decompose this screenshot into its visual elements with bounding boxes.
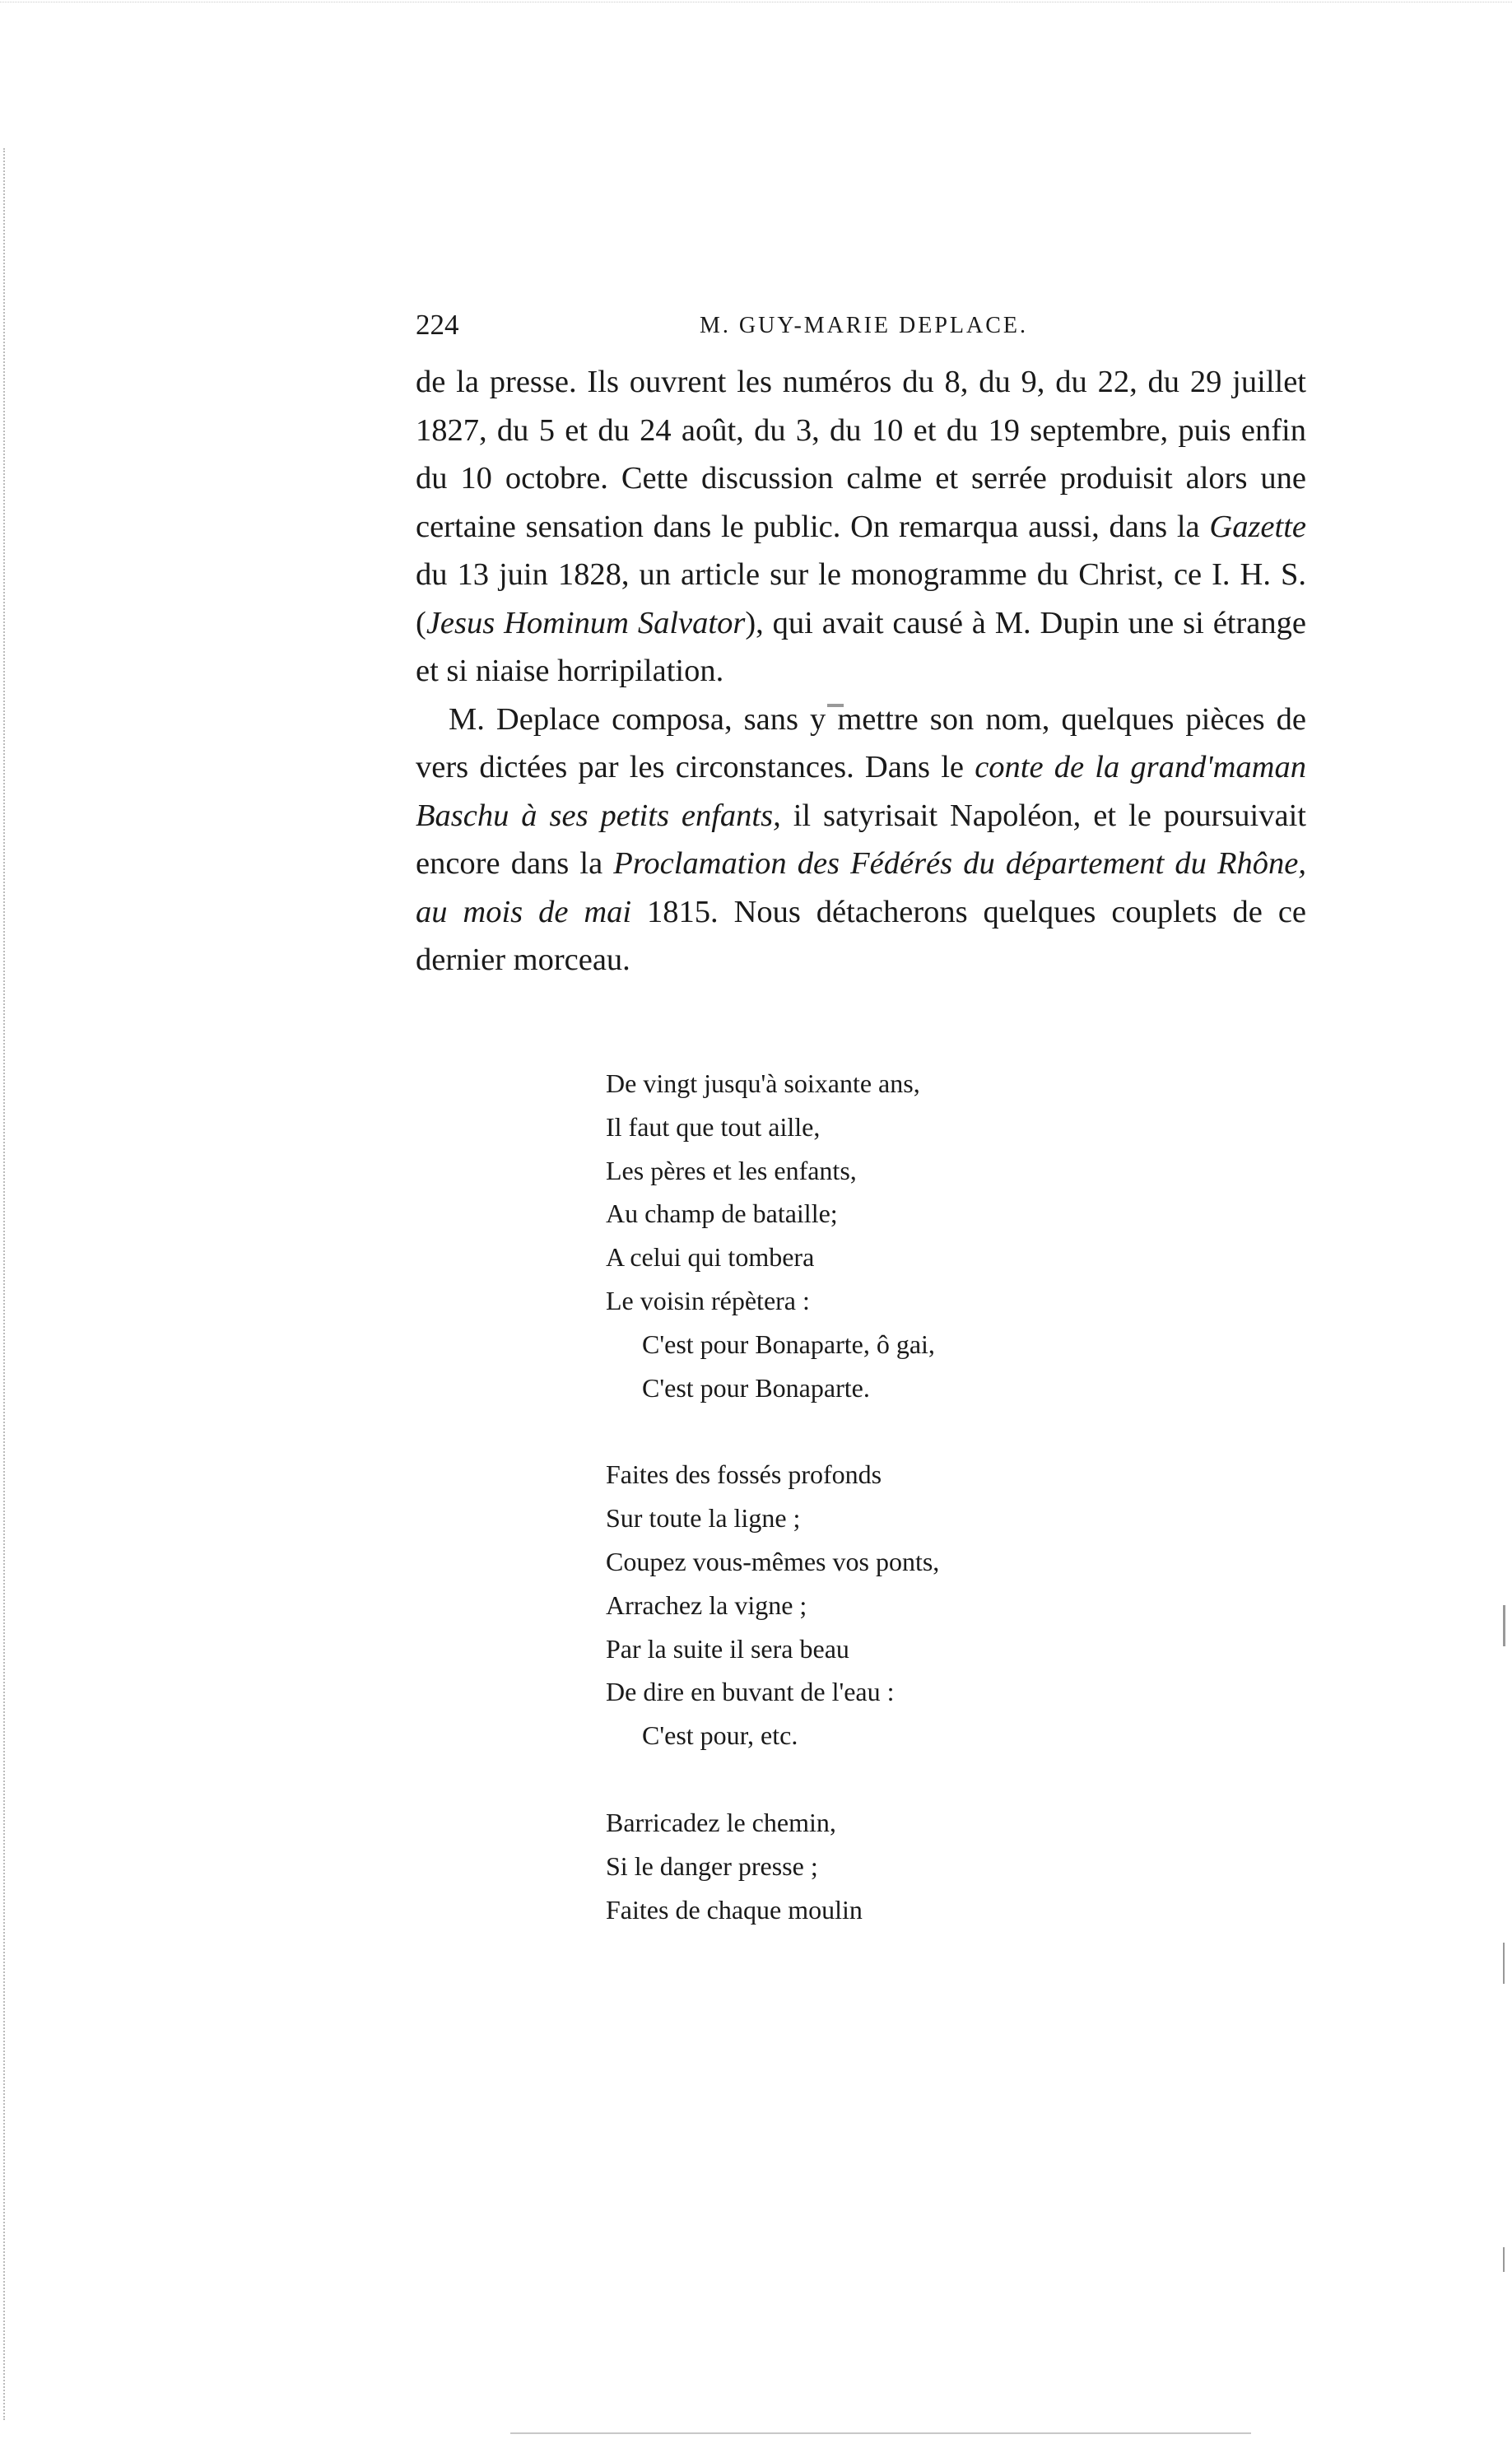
- paragraph: [416, 696, 1306, 984]
- text-run: de la presse. Ils ouvrent les numéros du 8, du 9, du 22, du 29 juillet 1827, du 5 et du 24 août, du 3, du 10 et du 19 septembre, puis enfin du 10 octobre. Cette discussion calme et serrée produisit alors une certaine sensation dans le public. On remarqua aussi, dans la: [416, 365, 1306, 544]
- italic-text: Gazette: [1209, 509, 1306, 544]
- verse-line: De vingt jusqu'à soixante ans,: [606, 1068, 920, 1098]
- verse-line: Faites de chaque moulin: [606, 1894, 863, 1925]
- text-run: ), qui avait causé à M. Dupin une si étrange et si niaise horripilation.: [416, 605, 1306, 688]
- text-run: M. Deplace composa, sans y mettre son nom, quelques pièces de vers dictées par les circonstances. Dans le: [416, 701, 1306, 784]
- text-run: 1815. Nous détacherons quelques couplets de ce dernier morceau.: [416, 894, 1306, 977]
- page-header: [416, 309, 1305, 350]
- verse-line: Barricadez le chemin,: [606, 1807, 836, 1837]
- stanza: [606, 1453, 1182, 1757]
- verse-line: De dire en buvant de l'eau :: [606, 1677, 895, 1707]
- verse-line: Faites des fossés profonds: [606, 1459, 882, 1490]
- scan-speck: [1503, 1943, 1505, 1984]
- stanza: [606, 1801, 1182, 1931]
- page-number: 224: [416, 309, 459, 341]
- verse-block: [606, 1062, 1182, 1975]
- scan-binding-edge: [3, 148, 5, 2420]
- stanza: [606, 1062, 1182, 1409]
- verse-line: Les pères et les enfants,: [606, 1155, 857, 1185]
- verse-refrain-line: C'est pour Bonaparte.: [642, 1372, 870, 1403]
- italic-text: conte de la grand'maman Baschu à ses petits enfants,: [416, 750, 1306, 833]
- verse-line: Sur toute la ligne ;: [606, 1503, 801, 1534]
- verse-refrain-line: C'est pour Bonaparte, ô gai,: [642, 1329, 935, 1359]
- paragraph: [416, 358, 1306, 696]
- text-run: il satyrisait Napoléon, et le poursuivait encore dans la: [416, 798, 1306, 881]
- verse-line: Coupez vous-mêmes vos ponts,: [606, 1546, 940, 1576]
- verse-line: Le voisin répètera :: [606, 1285, 810, 1315]
- scan-bottom-edge: [510, 2432, 1251, 2434]
- scan-speck: [1503, 1605, 1505, 1646]
- verse-line: Au champ de bataille;: [606, 1199, 838, 1229]
- verse-line: Par la suite il sera beau: [606, 1633, 849, 1664]
- verse-line: Arrachez la vigne ;: [606, 1590, 807, 1620]
- running-title: M. GUY-MARIE DEPLACE.: [700, 313, 1028, 338]
- verse-line: Si le danger presse ;: [606, 1850, 818, 1881]
- italic-text: Proclamation des Fédérés du département du Rhône, au mois de mai: [416, 846, 1306, 929]
- verse-line: Il faut que tout aille,: [606, 1111, 821, 1142]
- body-text: [416, 358, 1306, 984]
- scan-speck: [1503, 2247, 1505, 2272]
- verse-refrain-line: C'est pour, etc.: [642, 1720, 798, 1751]
- italic-text: Jesus Hominum Salvator: [426, 605, 746, 640]
- verse-line: A celui qui tombera: [606, 1242, 815, 1273]
- text-run: du 13 juin 1828, un article sur le monogramme du Christ, ce I. H. S. (: [416, 557, 1306, 640]
